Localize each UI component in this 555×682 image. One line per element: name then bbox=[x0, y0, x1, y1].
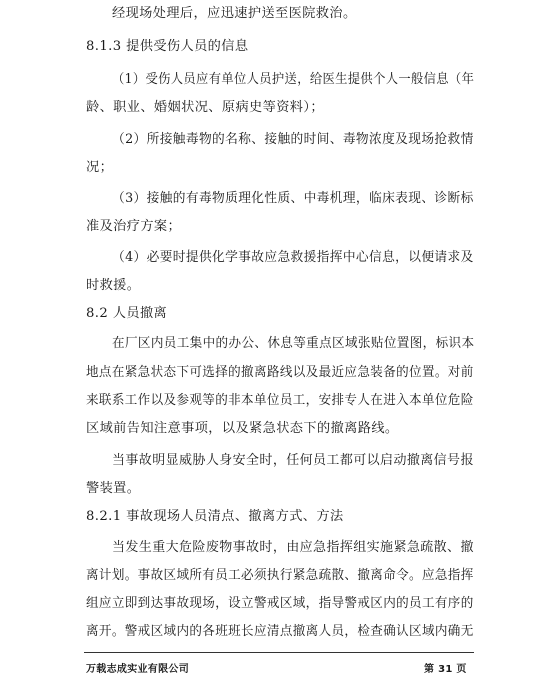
section-heading-8-2-1: 8.2.1 事故现场人员清点、撤离方式、方法 bbox=[86, 509, 344, 524]
text-line: 时救援。 bbox=[86, 278, 141, 293]
footer-divider bbox=[84, 652, 474, 653]
text-line: 经现场处理后，应迅速护送至医院救治。 bbox=[112, 6, 357, 21]
section-heading-8-2: 8.2 人员撤离 bbox=[86, 306, 168, 321]
text-line: 况； bbox=[86, 160, 114, 175]
text-line: 离开。警戒区域内的各班班长应清点撤离人员，检查确认区域内确无 bbox=[86, 624, 474, 639]
text-line: （4）必要时提供化学事故应急救援指挥中心信息，以便请求及 bbox=[112, 250, 474, 265]
text-line: （3）接触的有毒物质理化性质、中毒机理，临床表现、诊断标 bbox=[112, 191, 474, 206]
text-line: 来联系工作以及参观等的非本单位员工，安排专人在进入本单位危险 bbox=[86, 393, 474, 408]
text-line: 龄、职业、婚姻状况、原病史等资料）； bbox=[86, 100, 324, 115]
text-line: 区域前告知注意事项，以及紧急状态下的撤离路线。 bbox=[86, 421, 399, 436]
text-line: 组应立即到达事故现场，设立警戒区域，指导警戒区内的员工有序的 bbox=[86, 596, 474, 611]
text-line: 地点在紧急状态下可选择的撤离路线以及最近应急装备的位置。对前 bbox=[86, 365, 474, 380]
text-line: 离计划。事故区域所有员工必须执行紧急疏散、撤离命令。应急指挥 bbox=[86, 568, 474, 583]
footer-page-number: 第 31 页 bbox=[424, 664, 467, 675]
text-line: （1）受伤人员应有单位人员护送，给医生提供个人一般信息（年 bbox=[112, 72, 475, 87]
text-line: 当事故明显威胁人身安全时，任何员工都可以启动撤离信号报 bbox=[112, 453, 474, 468]
text-line: （2）所接触毒物的名称、接触的时间、毒物浓度及现场抢救情 bbox=[112, 132, 474, 147]
text-line: 当发生重大危险废物事故时，由应急指挥组实施紧急疏散、撤 bbox=[112, 540, 474, 555]
text-line: 准及治疗方案； bbox=[86, 219, 182, 234]
footer-company: 万载志成实业有限公司 bbox=[86, 664, 189, 675]
text-line: 警装置。 bbox=[86, 481, 141, 496]
text-line: 在厂区内员工集中的办公、休息等重点区域张贴位置图，标识本 bbox=[112, 336, 475, 351]
section-heading-8-1-3: 8.1.3 提供受伤人员的信息 bbox=[86, 39, 249, 54]
